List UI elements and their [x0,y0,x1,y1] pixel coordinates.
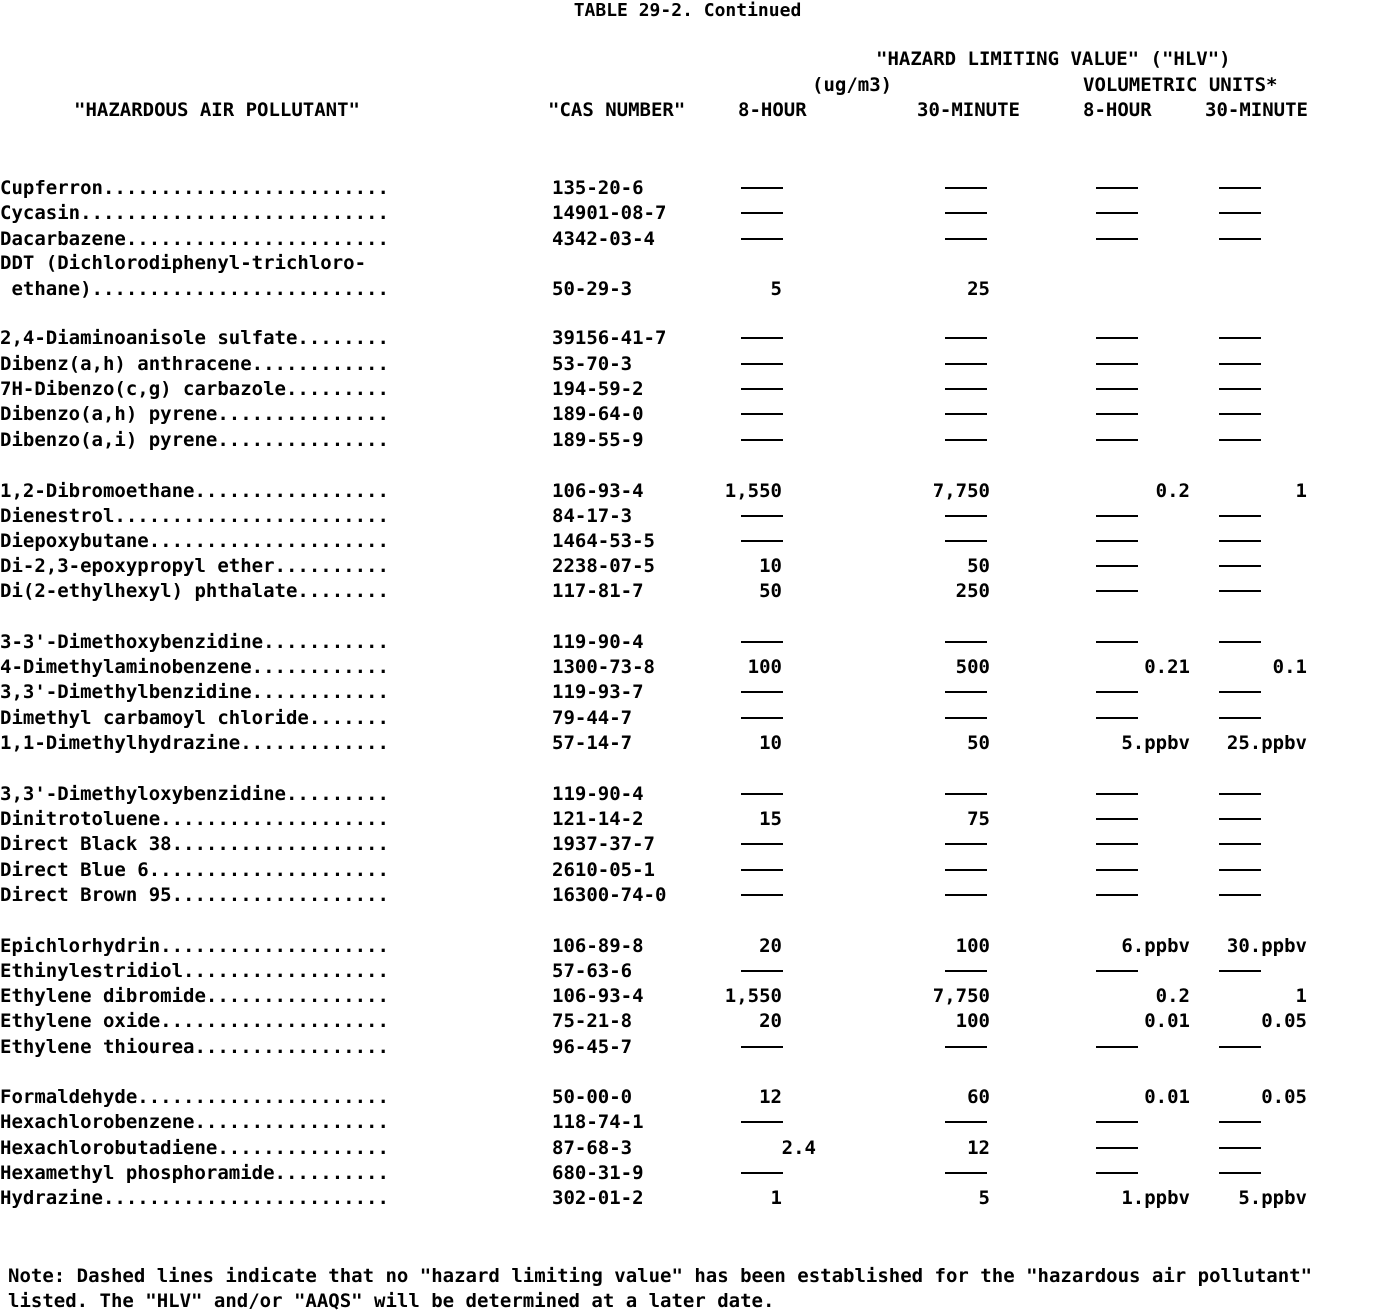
cas-number: 2610-05-1 [552,859,655,881]
pollutant-name: Direct Blue 6..................... [0,859,389,881]
limit-value: 2.4 [781,1137,816,1159]
cas-number: 119-90-4 [552,631,644,653]
cas-number: 1937-37-7 [552,833,655,855]
pollutant-name: 1,1-Dimethylhydrazine............. [0,732,389,754]
pollutant-name: 7H-Dibenzo(c,g) carbazole......... [0,378,389,400]
limit-value: 5 [978,1187,990,1209]
header-vol-30-minute: 30-MINUTE [1205,99,1308,121]
header-volumetric-units: VOLUMETRIC UNITS* [1083,74,1278,96]
header-ug-30-minute: 30-MINUTE [917,99,1020,121]
header-ug-m3: (ug/m3) [812,74,893,96]
limit-value: 250 [955,580,990,602]
cas-number: 194-59-2 [552,378,644,400]
limit-value: 1 [1295,480,1307,502]
limit-value: 0.1 [1272,656,1307,678]
cas-number: 79-44-7 [552,707,633,729]
cas-number: 1300-73-8 [552,656,655,678]
pollutant-name: Ethylene oxide.................... [0,1010,389,1032]
pollutant-name: 4-Dimethylaminobenzene............ [0,656,389,678]
cas-number: 87-68-3 [552,1137,633,1159]
cas-number: 117-81-7 [552,580,644,602]
pollutant-name: 3,3'-Dimethyloxybenzidine......... [0,783,389,805]
pollutant-name: DDT (Dichlorodiphenyl-trichloro- [0,252,367,274]
limit-value: 0.01 [1144,1010,1190,1032]
footnote: Note: Dashed lines indicate that no "hazard limiting value" has been established for the "hazardous air pollutant" listed. The "HLV" and/or "AAQS" will be determined at a later date. [8,1265,1313,1312]
pollutant-name: Hexachlorobenzene................. [0,1111,389,1133]
cas-number: 106-93-4 [552,985,644,1007]
limit-value: 100 [955,1010,990,1032]
pollutant-name: Di-2,3-epoxypropyl ether.......... [0,555,389,577]
pollutant-name: 1,2-Dibromoethane................. [0,480,389,502]
pollutant-name: Hexachlorobutadiene............... [0,1137,389,1159]
pollutant-name: Di(2-ethylhexyl) phthalate........ [0,580,389,602]
limit-value: 0.01 [1144,1086,1190,1108]
limit-value: 50 [967,555,990,577]
limit-value: 20 [759,1010,782,1032]
cas-number: 680-31-9 [552,1162,644,1184]
cas-number: 53-70-3 [552,353,633,375]
cas-number: 39156-41-7 [552,327,667,349]
cas-number: 302-01-2 [552,1187,644,1209]
cas-number: 106-89-8 [552,935,644,957]
limit-value: 0.2 [1155,985,1190,1007]
header-pollutant: "HAZARDOUS AIR POLLUTANT" [74,99,360,121]
pollutant-name: Dimethyl carbamoyl chloride....... [0,707,389,729]
pollutant-name: Diepoxybutane..................... [0,530,389,552]
cas-number: 135-20-6 [552,177,644,199]
cas-number: 119-90-4 [552,783,644,805]
cas-number: 119-93-7 [552,681,644,703]
pollutant-name: Cupferron......................... [0,177,389,199]
cas-number: 189-55-9 [552,429,644,451]
limit-value: 5 [770,278,782,300]
cas-number: 121-14-2 [552,808,644,830]
limit-value: 12 [967,1137,990,1159]
header-hlv-group: "HAZARD LIMITING VALUE" ("HLV") [876,48,1231,70]
limit-value: 100 [747,656,782,678]
header-ug-8-hour: 8-HOUR [738,99,807,121]
limit-value: 15 [759,808,782,830]
cas-number: 50-29-3 [552,278,633,300]
cas-number: 57-63-6 [552,960,633,982]
pollutant-name: Formaldehyde...................... [0,1086,389,1108]
limit-value: 50 [759,580,782,602]
pollutant-name: 3,3'-Dimethylbenzidine............ [0,681,389,703]
pollutant-name: 2,4-Diaminoanisole sulfate........ [0,327,389,349]
limit-value: 25.ppbv [1226,732,1307,754]
cas-number: 57-14-7 [552,732,633,754]
pollutant-name: Dinitrotoluene.................... [0,808,389,830]
pollutant-name: Dacarbazene....................... [0,228,389,250]
pollutant-name: Cycasin........................... [0,202,389,224]
limit-value: 0.21 [1144,656,1190,678]
pollutant-name: Dienestrol........................ [0,505,389,527]
pollutant-name: Ethylene dibromide................ [0,985,389,1007]
cas-number: 2238-07-5 [552,555,655,577]
cas-number: 16300-74-0 [552,884,667,906]
pollutant-name: ethane).......................... [0,278,389,300]
pollutant-name: Dibenzo(a,i) pyrene............... [0,429,389,451]
limit-value: 7,750 [932,985,990,1007]
pollutant-name: Direct Black 38................... [0,833,389,855]
limit-value: 5.ppbv [1238,1187,1307,1209]
header-cas-number: "CAS NUMBER" [548,99,686,121]
limit-value: 0.05 [1261,1010,1307,1032]
pollutant-name: Dibenz(a,h) anthracene............ [0,353,389,375]
limit-value: 0.2 [1155,480,1190,502]
pollutant-name: Ethylene thiourea................. [0,1036,389,1058]
cas-number: 84-17-3 [552,505,633,527]
header-vol-8-hour: 8-HOUR [1083,99,1152,121]
limit-value: 1.ppbv [1121,1187,1190,1209]
pollutant-name: Hexamethyl phosphoramide.......... [0,1162,389,1184]
cas-number: 189-64-0 [552,403,644,425]
pollutant-name: Dibenzo(a,h) pyrene............... [0,403,389,425]
limit-value: 60 [967,1086,990,1108]
limit-value: 1 [1295,985,1307,1007]
pollutant-name: Hydrazine......................... [0,1187,389,1209]
pollutant-name: Epichlorhydrin.................... [0,935,389,957]
limit-value: 25 [967,278,990,300]
pollutant-name: Ethinylestridiol.................. [0,960,389,982]
cas-number: 14901-08-7 [552,202,667,224]
limit-value: 20 [759,935,782,957]
limit-value: 5.ppbv [1121,732,1190,754]
cas-number: 4342-03-4 [552,228,655,250]
limit-value: 30.ppbv [1226,935,1307,957]
limit-value: 1,550 [724,480,782,502]
limit-value: 500 [955,656,990,678]
pollutant-name: 3-3'-Dimethoxybenzidine........... [0,631,389,653]
limit-value: 50 [967,732,990,754]
limit-value: 0.05 [1261,1086,1307,1108]
limit-value: 7,750 [932,480,990,502]
limit-value: 6.ppbv [1121,935,1190,957]
limit-value: 1 [770,1187,782,1209]
limit-value: 10 [759,732,782,754]
cas-number: 75-21-8 [552,1010,633,1032]
table-title: TABLE 29-2. Continued [573,0,802,21]
pollutant-name: Direct Brown 95................... [0,884,389,906]
cas-number: 1464-53-5 [552,530,655,552]
cas-number: 118-74-1 [552,1111,644,1133]
cas-number: 106-93-4 [552,480,644,502]
limit-value: 75 [967,808,990,830]
limit-value: 12 [759,1086,782,1108]
cas-number: 50-00-0 [552,1086,633,1108]
limit-value: 100 [955,935,990,957]
cas-number: 96-45-7 [552,1036,633,1058]
limit-value: 1,550 [724,985,782,1007]
limit-value: 10 [759,555,782,577]
